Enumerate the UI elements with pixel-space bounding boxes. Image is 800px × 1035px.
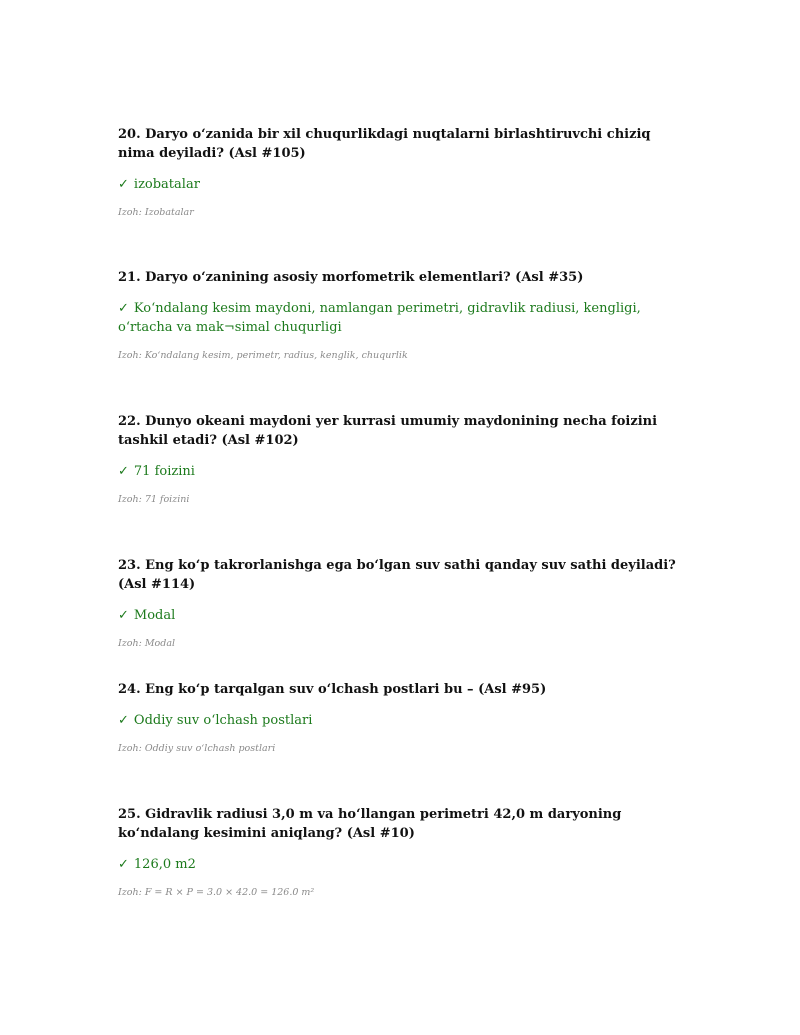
correct-answer: [118, 711, 678, 730]
question-block-22: [118, 412, 678, 506]
question-block-24: [118, 680, 678, 755]
question-text: 21. Daryo o‘zanining asosiy morfometrik elementlari? (Asl #35): [118, 270, 584, 285]
question-block-25: [118, 805, 678, 899]
answer-text: izobatalar: [133, 177, 200, 192]
answer-text: Oddiy suv o‘lchash postlari: [133, 713, 313, 728]
question-block-20: [118, 125, 678, 219]
explanation-note: Izoh: Izobatalar: [118, 207, 194, 218]
check-icon: ✓: [118, 608, 129, 623]
question-text: 24. Eng ko‘p tarqalgan suv o‘lchash postlari bu – (Asl #95): [118, 682, 547, 697]
check-icon: ✓: [118, 464, 129, 479]
correct-answer: [118, 606, 678, 625]
answer-text: 126,0 m2: [133, 857, 196, 872]
question-text: 25. Gidravlik radiusi 3,0 m va ho‘llangan perimetri 42,0 m daryoning ko‘ndalang kesimini aniqlang? (Asl #10): [118, 807, 622, 841]
explanation-note: Izoh: F = R × P = 3.0 × 42.0 = 126.0 m²: [118, 887, 315, 898]
explanation-note: Izoh: Ko‘ndalang kesim, perimetr, radius, kenglik, chuqurlik: [118, 350, 408, 361]
check-icon: ✓: [118, 857, 129, 872]
question-text: 23. Eng ko‘p takrorlanishga ega bo‘lgan suv sathi qanday suv sathi deyiladi? (Asl #114): [118, 558, 676, 592]
correct-answer: [118, 462, 678, 481]
answer-text: Ko‘ndalang kesim maydoni, namlangan perimetri, gidravlik radiusi, kengligi, o‘rtacha va mak¬simal chuqurligi: [118, 301, 641, 335]
answer-text: Modal: [133, 608, 176, 623]
explanation-note: Izoh: 71 foizini: [118, 494, 190, 505]
correct-answer: [118, 175, 678, 194]
correct-answer: [118, 299, 678, 337]
explanation-note: Izoh: Modal: [118, 638, 176, 649]
answer-text: 71 foizini: [133, 464, 195, 479]
question-block-23: [118, 556, 678, 650]
question-text: 22. Dunyo okeani maydoni yer kurrasi umumiy maydonining necha foizini tashkil etadi? (Asl #102): [118, 414, 658, 448]
check-icon: ✓: [118, 177, 129, 192]
question-text: 20. Daryo o‘zanida bir xil chuqurlikdagi nuqtalarni birlashtiruvchi chiziq nima deyiladi? (Asl #105): [118, 127, 651, 161]
check-icon: ✓: [118, 713, 129, 728]
explanation-note: Izoh: Oddiy suv o‘lchash postlari: [118, 743, 276, 754]
correct-answer: [118, 855, 678, 874]
check-icon: ✓: [118, 301, 129, 316]
question-block-21: [118, 268, 678, 362]
